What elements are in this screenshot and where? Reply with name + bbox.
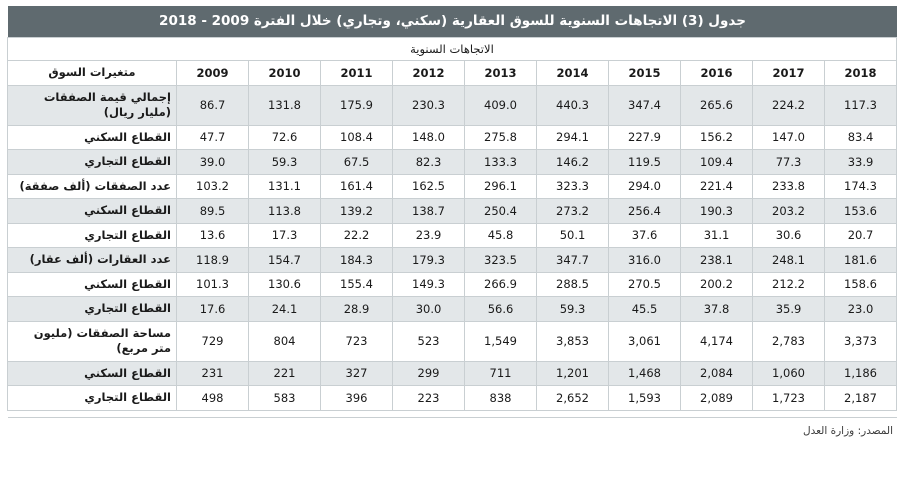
table-cell: 175.9 xyxy=(321,85,393,125)
table-cell: 299 xyxy=(393,361,465,386)
table-cell: 59.3 xyxy=(537,297,609,322)
table-cell: 711 xyxy=(465,361,537,386)
table-cell: 82.3 xyxy=(393,150,465,175)
table-body xyxy=(7,38,896,411)
table-cell: 323.5 xyxy=(465,248,537,273)
table-cell: 22.2 xyxy=(321,223,393,248)
row-label: القطاع التجاري xyxy=(7,297,176,322)
table-cell: 31.1 xyxy=(681,223,753,248)
table-row xyxy=(7,297,896,322)
table-cell: 1,723 xyxy=(753,386,825,411)
column-header-year: 2018 xyxy=(825,61,897,86)
table-cell: 231 xyxy=(177,361,249,386)
table-cell: 440.3 xyxy=(537,85,609,125)
table-row xyxy=(7,199,896,224)
table-cell: 131.1 xyxy=(249,174,321,199)
real-estate-table xyxy=(7,37,897,411)
table-cell: 2,089 xyxy=(681,386,753,411)
column-header-variable: متغيرات السوق xyxy=(7,61,176,86)
table-row xyxy=(7,150,896,175)
table-cell: 23.9 xyxy=(393,223,465,248)
table-cell: 20.7 xyxy=(825,223,897,248)
table-cell: 729 xyxy=(177,321,249,361)
column-header-year: 2010 xyxy=(249,61,321,86)
table-cell: 181.6 xyxy=(825,248,897,273)
table-row xyxy=(7,386,896,411)
table-cell: 28.9 xyxy=(321,297,393,322)
table-cell: 72.6 xyxy=(249,125,321,150)
row-label: إجمالي قيمة الصفقات (مليار ريال) xyxy=(7,85,176,125)
table-cell: 47.7 xyxy=(177,125,249,150)
table-cell: 174.3 xyxy=(825,174,897,199)
table-row xyxy=(7,248,896,273)
table-cell: 30.0 xyxy=(393,297,465,322)
table-cell: 133.3 xyxy=(465,150,537,175)
column-header-year: 2013 xyxy=(465,61,537,86)
table-cell: 2,187 xyxy=(825,386,897,411)
table-cell: 37.8 xyxy=(681,297,753,322)
row-label: القطاع السكني xyxy=(7,361,176,386)
table-cell: 117.3 xyxy=(825,85,897,125)
table-cell: 118.9 xyxy=(177,248,249,273)
table-cell: 23.0 xyxy=(825,297,897,322)
table-cell: 723 xyxy=(321,321,393,361)
table-cell: 37.6 xyxy=(609,223,681,248)
table-cell: 39.0 xyxy=(177,150,249,175)
row-label: القطاع التجاري xyxy=(7,150,176,175)
table-cell: 56.6 xyxy=(465,297,537,322)
row-label: عدد الصفقات (ألف صفقة) xyxy=(7,174,176,199)
table-cell: 2,652 xyxy=(537,386,609,411)
table-cell: 221.4 xyxy=(681,174,753,199)
table-cell: 238.1 xyxy=(681,248,753,273)
table-cell: 131.8 xyxy=(249,85,321,125)
table-cell: 270.5 xyxy=(609,272,681,297)
table-cell: 347.7 xyxy=(537,248,609,273)
table-cell: 327 xyxy=(321,361,393,386)
table-cell: 50.1 xyxy=(537,223,609,248)
row-label: مساحة الصفقات (مليون متر مربع) xyxy=(7,321,176,361)
table-cell: 130.6 xyxy=(249,272,321,297)
table-cell: 158.6 xyxy=(825,272,897,297)
row-label: القطاع السكني xyxy=(7,125,176,150)
table-cell: 1,549 xyxy=(465,321,537,361)
table-header-row xyxy=(7,61,896,86)
column-header-year: 2015 xyxy=(609,61,681,86)
table-cell: 35.9 xyxy=(753,297,825,322)
table-cell: 45.8 xyxy=(465,223,537,248)
table-cell: 67.5 xyxy=(321,150,393,175)
table-cell: 583 xyxy=(249,386,321,411)
table-row xyxy=(7,174,896,199)
page-title: جدول (3) الاتجاهات السنوية للسوق العقارية (سكني، وتجاري) خلال الفترة 2009 - 2018 xyxy=(8,6,897,37)
table-cell: 184.3 xyxy=(321,248,393,273)
table-cell: 190.3 xyxy=(681,199,753,224)
table-cell: 1,201 xyxy=(537,361,609,386)
table-cell: 1,060 xyxy=(753,361,825,386)
table-cell: 3,061 xyxy=(609,321,681,361)
table-cell: 2,783 xyxy=(753,321,825,361)
table-cell: 294.1 xyxy=(537,125,609,150)
table-cell: 147.0 xyxy=(753,125,825,150)
table-cell: 347.4 xyxy=(609,85,681,125)
table-cell: 256.4 xyxy=(609,199,681,224)
table-cell: 119.5 xyxy=(609,150,681,175)
table-cell: 86.7 xyxy=(177,85,249,125)
table-cell: 3,373 xyxy=(825,321,897,361)
row-label: عدد العقارات (ألف عقار) xyxy=(7,248,176,273)
table-row xyxy=(7,321,896,361)
table-cell: 316.0 xyxy=(609,248,681,273)
column-header-year: 2017 xyxy=(753,61,825,86)
table-cell: 250.4 xyxy=(465,199,537,224)
table-cell: 223 xyxy=(393,386,465,411)
table-cell: 396 xyxy=(321,386,393,411)
table-cell: 148.0 xyxy=(393,125,465,150)
table-cell: 138.7 xyxy=(393,199,465,224)
table-cell: 266.9 xyxy=(465,272,537,297)
table-cell: 113.8 xyxy=(249,199,321,224)
table-cell: 17.6 xyxy=(177,297,249,322)
table-cell: 156.2 xyxy=(681,125,753,150)
table-cell: 13.6 xyxy=(177,223,249,248)
table-cell: 804 xyxy=(249,321,321,361)
column-header-year: 2012 xyxy=(393,61,465,86)
table-cell: 153.6 xyxy=(825,199,897,224)
table-row xyxy=(7,361,896,386)
table-cell: 275.8 xyxy=(465,125,537,150)
table-cell: 108.4 xyxy=(321,125,393,150)
row-label: القطاع السكني xyxy=(7,272,176,297)
table-cell: 45.5 xyxy=(609,297,681,322)
table-cell: 2,084 xyxy=(681,361,753,386)
table-cell: 101.3 xyxy=(177,272,249,297)
table-cell: 4,174 xyxy=(681,321,753,361)
table-cell: 296.1 xyxy=(465,174,537,199)
table-row xyxy=(7,223,896,248)
table-cell: 323.3 xyxy=(537,174,609,199)
table-cell: 109.4 xyxy=(681,150,753,175)
table-cell: 155.4 xyxy=(321,272,393,297)
table-cell: 89.5 xyxy=(177,199,249,224)
row-label: القطاع السكني xyxy=(7,199,176,224)
table-cell: 838 xyxy=(465,386,537,411)
table-cell: 3,853 xyxy=(537,321,609,361)
table-cell: 498 xyxy=(177,386,249,411)
table-cell: 59.3 xyxy=(249,150,321,175)
table-cell: 162.5 xyxy=(393,174,465,199)
table-cell: 30.6 xyxy=(753,223,825,248)
table-cell: 24.1 xyxy=(249,297,321,322)
table-cell: 523 xyxy=(393,321,465,361)
column-header-year: 2014 xyxy=(537,61,609,86)
source-note: المصدر: وزارة العدل xyxy=(8,417,897,437)
table-row xyxy=(7,272,896,297)
table-cell: 227.9 xyxy=(609,125,681,150)
table-cell: 139.2 xyxy=(321,199,393,224)
table-cell: 294.0 xyxy=(609,174,681,199)
column-header-year: 2009 xyxy=(177,61,249,86)
table-cell: 154.7 xyxy=(249,248,321,273)
table-cell: 1,186 xyxy=(825,361,897,386)
table-cell: 200.2 xyxy=(681,272,753,297)
table-cell: 248.1 xyxy=(753,248,825,273)
table-cell: 1,468 xyxy=(609,361,681,386)
table-cell: 1,593 xyxy=(609,386,681,411)
row-label: القطاع التجاري xyxy=(7,223,176,248)
column-header-year: 2011 xyxy=(321,61,393,86)
table-cell: 83.4 xyxy=(825,125,897,150)
table-cell: 17.3 xyxy=(249,223,321,248)
table-subheader-label: الاتجاهات السنوية xyxy=(7,38,896,61)
table-cell: 149.3 xyxy=(393,272,465,297)
table-cell: 288.5 xyxy=(537,272,609,297)
table-cell: 230.3 xyxy=(393,85,465,125)
table-cell: 203.2 xyxy=(753,199,825,224)
table-cell: 161.4 xyxy=(321,174,393,199)
table-cell: 212.2 xyxy=(753,272,825,297)
table-cell: 179.3 xyxy=(393,248,465,273)
table-cell: 77.3 xyxy=(753,150,825,175)
column-header-year: 2016 xyxy=(681,61,753,86)
row-label: القطاع التجاري xyxy=(7,386,176,411)
table-cell: 224.2 xyxy=(753,85,825,125)
table-cell: 33.9 xyxy=(825,150,897,175)
table-cell: 265.6 xyxy=(681,85,753,125)
table-cell: 221 xyxy=(249,361,321,386)
table-row xyxy=(7,85,896,125)
table-row xyxy=(7,125,896,150)
table-cell: 233.8 xyxy=(753,174,825,199)
table-cell: 409.0 xyxy=(465,85,537,125)
table-cell: 273.2 xyxy=(537,199,609,224)
table-subheader-row xyxy=(7,38,896,61)
table-cell: 103.2 xyxy=(177,174,249,199)
table-cell: 146.2 xyxy=(537,150,609,175)
